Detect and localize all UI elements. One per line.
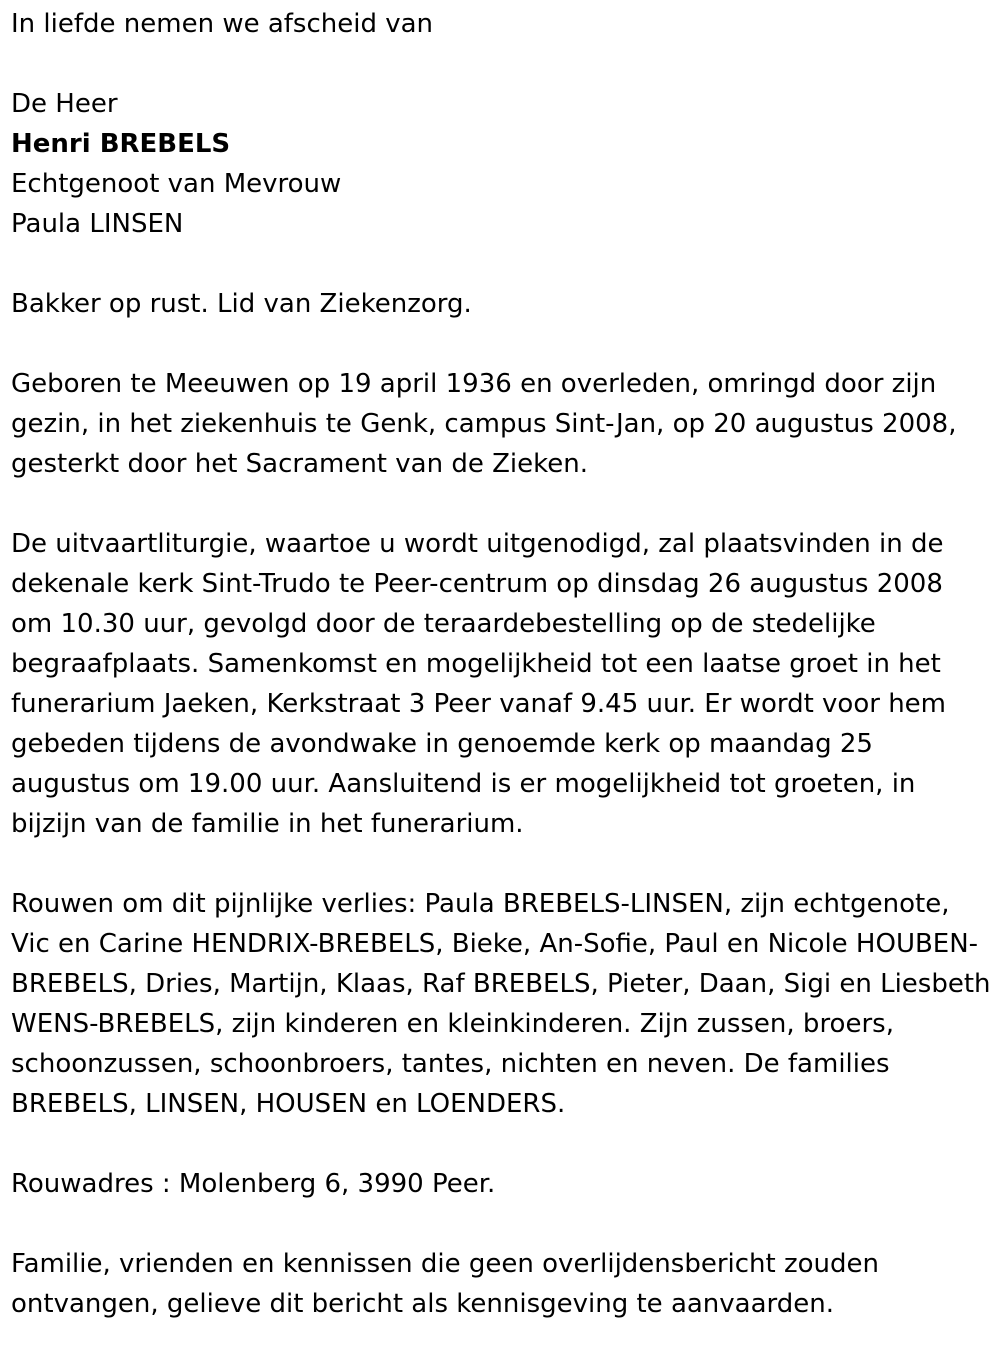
death-notice xyxy=(11,4,991,1324)
mourning-address: Rouwadres : Molenberg 6, 3990 Peer. xyxy=(11,1169,496,1199)
paragraph-line: BREBELS, Dries, Martijn, Klaas, Raf BREBELS, Pieter, Daan, Sigi en Liesbeth xyxy=(11,969,991,999)
paragraph-line: WENS-BREBELS, zijn kinderen en kleinkinderen. Zijn zussen, broers, xyxy=(11,1009,894,1039)
spacer xyxy=(11,844,991,884)
salutation: De Heer xyxy=(11,89,118,119)
occupation-line: Bakker op rust. Lid van Ziekenzorg. xyxy=(11,289,472,319)
deceased-name: Henri BREBELS xyxy=(11,129,231,159)
paragraph-line: funerarium Jaeken, Kerkstraat 3 Peer vanaf 9.45 uur. Er wordt voor hem xyxy=(11,689,946,719)
birth-death-paragraph xyxy=(11,364,991,484)
spacer xyxy=(11,1204,991,1244)
paragraph-line: om 10.30 uur, gevolgd door de teraardebestelling op de stedelijke xyxy=(11,609,876,639)
spouse-name: Paula LINSEN xyxy=(11,209,184,239)
funeral-paragraph xyxy=(11,524,991,844)
mourners-paragraph xyxy=(11,884,991,1124)
paragraph-line: De uitvaartliturgie, waartoe u wordt uitgenodigd, zal plaatsvinden in de xyxy=(11,529,944,559)
spacer xyxy=(11,44,991,84)
spacer xyxy=(11,484,991,524)
intro-line: In liefde nemen we afscheid van xyxy=(11,9,434,39)
paragraph-line: dekenale kerk Sint-Trudo te Peer-centrum op dinsdag 26 augustus 2008 xyxy=(11,569,943,599)
paragraph-line: gesterkt door het Sacrament van de Zieken. xyxy=(11,449,588,479)
paragraph-line: ontvangen, gelieve dit bericht als kennisgeving te aanvaarden. xyxy=(11,1289,835,1319)
spacer xyxy=(11,1124,991,1164)
spacer xyxy=(11,324,991,364)
spouse-line: Echtgenoot van Mevrouw xyxy=(11,169,342,199)
paragraph-line: Rouwen om dit pijnlijke verlies: Paula BREBELS-LINSEN, zijn echtgenote, xyxy=(11,889,950,919)
paragraph-line: gebeden tijdens de avondwake in genoemde kerk op maandag 25 xyxy=(11,729,873,759)
paragraph-line: Geboren te Meeuwen op 19 april 1936 en overleden, omringd door zijn xyxy=(11,369,937,399)
paragraph-line: begraafplaats. Samenkomst en mogelijkheid tot een laatse groet in het xyxy=(11,649,941,679)
paragraph-line: schoonzussen, schoonbroers, tantes, nichten en neven. De families xyxy=(11,1049,890,1079)
paragraph-line: BREBELS, LINSEN, HOUSEN en LOENDERS. xyxy=(11,1089,566,1119)
spacer xyxy=(11,244,991,284)
paragraph-line: Familie, vrienden en kennissen die geen overlijdensbericht zouden xyxy=(11,1249,879,1279)
paragraph-line: gezin, in het ziekenhuis te Genk, campus Sint-Jan, op 20 augustus 2008, xyxy=(11,409,957,439)
closing-paragraph xyxy=(11,1244,991,1324)
paragraph-line: Vic en Carine HENDRIX-BREBELS, Bieke, An-Sofie, Paul en Nicole HOUBEN- xyxy=(11,929,979,959)
paragraph-line: bijzijn van de familie in het funerarium. xyxy=(11,809,524,839)
paragraph-line: augustus om 19.00 uur. Aansluitend is er mogelijkheid tot groeten, in xyxy=(11,769,916,799)
